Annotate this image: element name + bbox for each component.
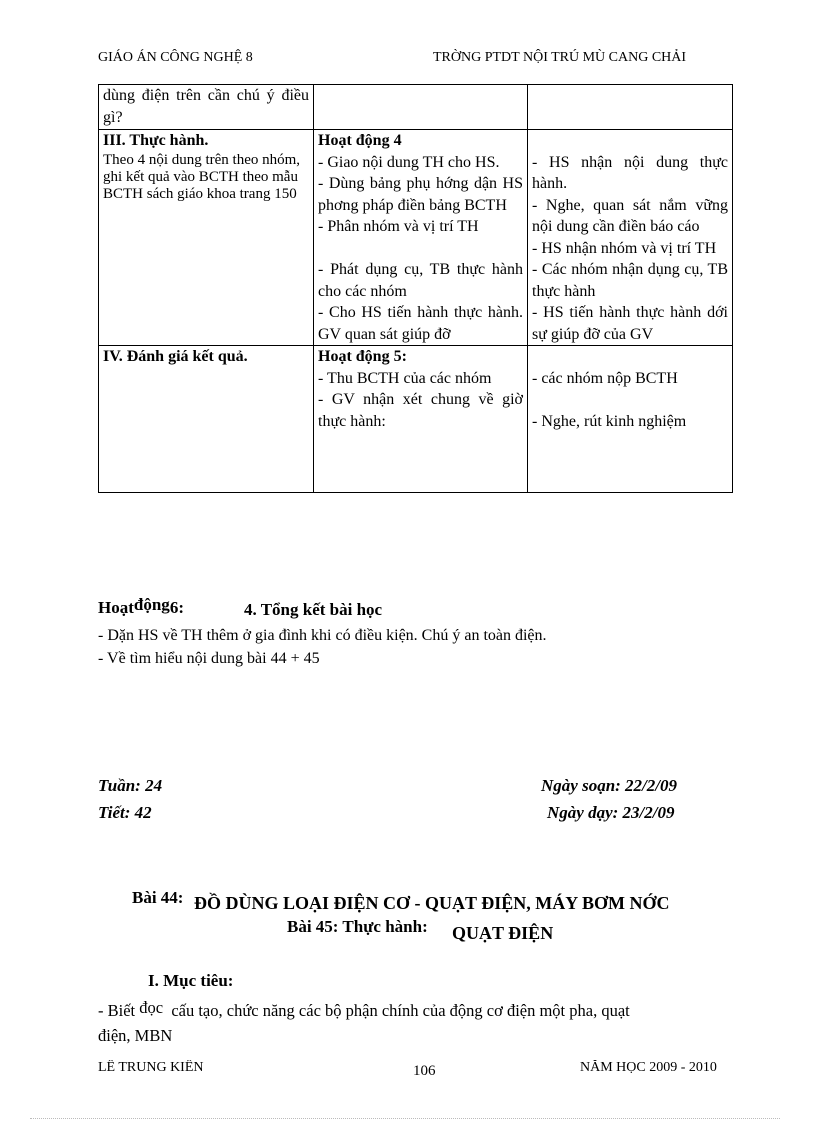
activity6-line: - Về tìm hiểu nội dung bài 44 + 45 [98, 650, 320, 667]
table-cell [314, 346, 528, 493]
list-item: - Nghe, rút kinh nghiệm [532, 412, 687, 430]
activity6-heading [98, 595, 184, 618]
activity6-label: động [133, 595, 170, 614]
objectives-heading: I. Mục tiêu: [148, 971, 234, 990]
list-item: - các nhóm nộp BCTH [532, 369, 678, 387]
table-cell [99, 130, 314, 346]
page-header-right: TRỜNG PTDT NỘI TRÚ MÙ CANG CHẢI [433, 50, 687, 65]
section-title: III. Thực hành. [103, 132, 209, 149]
list-item: - HS nhận nội dung thực hành. [532, 153, 728, 192]
objectives-line [98, 998, 630, 1021]
prep-date: Ngày soạn: 22/2/09 [541, 776, 677, 795]
list-item: - Nghe, quan sát nắm vững nội dung cần điền báo cáo [532, 196, 728, 235]
footer-right [580, 1060, 760, 1074]
activity6-label: Hoạt [98, 598, 134, 617]
footer-left [98, 1060, 298, 1074]
page-header-left: GIÁO ÁN CÔNG NGHỆ 8 [98, 50, 253, 65]
objectives-text: cấu tạo, chức năng các bộ phận chính của động cơ điện một pha, quạt [171, 1001, 630, 1020]
table-cell [314, 85, 528, 130]
week-label: Tuần: 24 [98, 776, 163, 795]
objectives-word: đọc [139, 998, 164, 1017]
footer-left-text: LÊ TRUNG KIÊN [98, 1060, 204, 1074]
page-divider [30, 1118, 780, 1119]
table-cell [314, 130, 528, 346]
lesson44-title: ĐỒ DÙNG LOẠI ĐIỆN CƠ - QUẠT ĐIỆN, MÁY BƠM NỚC [194, 893, 670, 913]
list-item: - GV nhận xét chung về giờ thực hành: [318, 391, 523, 430]
list-item: - HS tiến hành thực hành dới sự giúp đỡ của GV [532, 304, 728, 343]
table-cell [528, 130, 733, 346]
footer-right-text: NĂM HỌC 2009 - 2010 [580, 1060, 717, 1074]
table-cell [99, 85, 314, 130]
activity6-label: 6: [169, 598, 184, 617]
activity-title: Hoạt động 5: [318, 348, 407, 365]
lesson45-title: QUẠT ĐIỆN [452, 923, 554, 943]
page-number: 106 [413, 1063, 436, 1079]
cell-text: dùng điện trên cần chú ý điều gì? [103, 87, 309, 126]
list-item: - Các nhóm nhận dụng cụ, TB thực hành [532, 261, 728, 300]
table-row [99, 346, 733, 493]
activity-title: Hoạt động 4 [318, 132, 402, 149]
list-item: - Phân nhóm và vị trí TH [318, 218, 479, 235]
list-item: - Cho HS tiến hành thực hành. GV quan sát giúp đỡ [318, 304, 523, 343]
period-label: Tiết: 42 [98, 803, 152, 822]
table-row [99, 85, 733, 130]
activity6-title: 4. Tổng kết bài học [244, 600, 383, 619]
list-item: - HS nhận nhóm và vị trí TH [532, 239, 717, 257]
lesson44-label: Bài 44: [132, 888, 184, 907]
lesson-table [98, 84, 733, 493]
list-item: - Giao nội dung TH cho HS. [318, 153, 500, 171]
table-cell [99, 346, 314, 493]
lesson45-label: Bài 45: Thực hành: [287, 917, 428, 936]
activity6-line: - Dặn HS về TH thêm ở gia đình khi có điều kiện. Chú ý an toàn điện. [98, 627, 547, 644]
list-item: - Thu BCTH của các nhóm [318, 369, 492, 387]
list-item: - Phát dụng cụ, TB thực hành cho các nhóm [318, 261, 523, 300]
section-title: IV. Đánh giá kết quả. [103, 348, 248, 365]
table-row [99, 130, 733, 346]
teach-date: Ngày dạy: 23/2/09 [547, 803, 675, 822]
objectives-line-2: điện, MBN [98, 1026, 173, 1045]
list-item: - Dùng bảng phụ hớng dận HS phơng pháp điền bảng BCTH [318, 175, 523, 214]
table-cell [528, 85, 733, 130]
section-text: Theo 4 nội dung trên theo nhóm, ghi kết quả vào BCTH theo mẫu BCTH sách giáo khoa trang 150 [103, 151, 301, 202]
objectives-word: - Biết [98, 1001, 136, 1020]
table-cell [528, 346, 733, 493]
